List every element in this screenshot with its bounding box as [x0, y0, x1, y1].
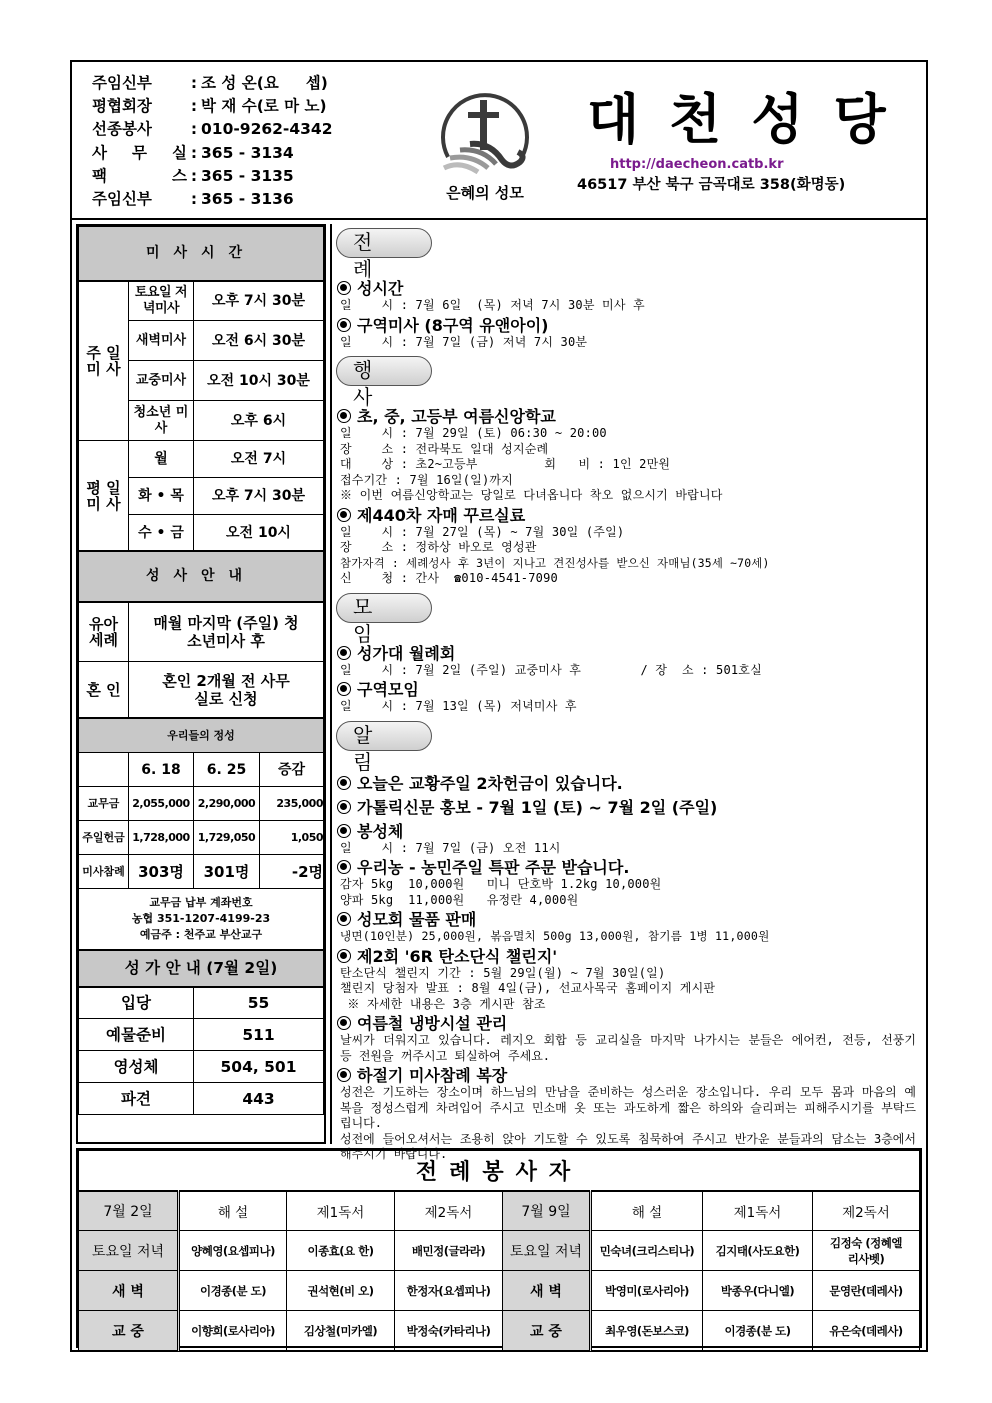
servers-title: 전례봉사자: [79, 1151, 920, 1191]
item-line: 대 상 : 초2~고등부 회 비 : 1인 2만원: [340, 457, 671, 471]
radio-bullet-icon: [337, 1068, 351, 1082]
radio-bullet-icon: [337, 860, 351, 874]
offerings-heading: 우리들의 정성: [79, 719, 324, 753]
hymn-number: 443: [194, 1083, 324, 1115]
mass-name: 화 • 목: [129, 478, 194, 515]
offering-diff: -2명: [260, 855, 324, 889]
mass-name: 수 • 금: [129, 515, 194, 551]
hymns-table: [78, 950, 324, 1115]
info-value: 010-9262-4342: [201, 120, 333, 139]
radio-bullet-icon: [337, 912, 351, 926]
mass-name: 교중미사: [129, 361, 194, 401]
mass-time: 오전 10시: [194, 515, 324, 551]
section-heading-events: 행사: [336, 356, 432, 386]
item-title: 제2회 '6R 탄소단식 챌린지': [337, 948, 926, 966]
mass-label: 교 중: [79, 1311, 179, 1351]
role-header: 제2독서: [813, 1191, 920, 1231]
liturgy-servers-panel: [76, 1148, 922, 1348]
info-label: 주임신부: [92, 74, 152, 92]
item-title: 성모회 물품 판매: [337, 911, 926, 929]
mass-times-table: [78, 226, 324, 551]
table-row: [79, 1271, 920, 1311]
item-title: 성시간: [337, 280, 926, 298]
server-name: 박영미(로사리아): [591, 1271, 703, 1311]
account-line: 예금주 : 천주교 부산교구: [139, 928, 263, 941]
item-title: 하절기 미사참례 복장: [337, 1067, 926, 1085]
item-line: ※ 자세한 내용은 3층 게시판 참조: [340, 996, 546, 1011]
item-title: 오늘은 교황주일 2차헌금이 있습니다.: [337, 775, 926, 793]
hymn-part: 입당: [79, 987, 194, 1019]
offering-label: 교무금: [79, 787, 129, 821]
parish-title: 대천성당: [587, 88, 916, 151]
mass-label: 새 벽: [79, 1271, 179, 1311]
server-name: 김지태(사도요한): [703, 1231, 813, 1271]
hymn-number: 504, 501: [194, 1051, 324, 1083]
offering-value: 1,728,000: [129, 821, 194, 855]
server-name: 배민정(글라라): [395, 1231, 503, 1271]
parish-logo: [430, 82, 540, 207]
server-name: 한정자(요셉피나): [395, 1271, 503, 1311]
mass-times-heading: 미사시간: [79, 227, 324, 281]
mass-label: 교 중: [503, 1311, 591, 1351]
mass-label: 토요일 저녁: [503, 1231, 591, 1271]
table-row: [79, 787, 324, 821]
table-row: [79, 987, 324, 1019]
item-line: 일 시 : 7월 29일 (토) 06:30 ~ 20:00: [340, 426, 607, 440]
radio-bullet-icon: [337, 682, 351, 696]
server-name: 문영란(데레사): [813, 1271, 920, 1311]
hymn-number: 511: [194, 1019, 324, 1051]
table-row: [79, 1231, 920, 1271]
item-title: 제440차 자매 꾸르실료: [337, 507, 926, 525]
offering-value: 1,729,050: [194, 821, 260, 855]
item-line: 접수기간 : 7월 16일(일)까지: [340, 472, 513, 487]
cross-wave-logo-icon: [430, 82, 540, 182]
parish-url-link[interactable]: http://daecheon.catb.kr: [610, 157, 784, 172]
info-row: 사 무 실 : 365 - 3134: [92, 142, 333, 165]
bulletin-page: [70, 60, 928, 1352]
offerings-col-header: 6. 25: [194, 753, 260, 787]
info-row: 평협회장 : 박 재 수(로 마 노): [92, 95, 333, 118]
mass-time: 오후 7시 30분: [194, 478, 324, 515]
server-name: 김상철(미카엘): [287, 1311, 395, 1351]
radio-bullet-icon: [337, 508, 351, 522]
item-line: 냉면(10인분) 25,000원, 볶음멸치 500g 13,000원, 참기름 1병 11,000원: [340, 929, 770, 943]
item-line: 참가자격 : 세례성사 후 3년이 지나고 견진성사를 받으신 자매님(35세 ~70세): [340, 555, 770, 570]
info-value: 박 재 수(로 마 노): [201, 97, 327, 116]
item-line: 양파 5kg 11,000원 유정란 4,000원: [340, 892, 579, 907]
account-info: [79, 889, 324, 950]
offerings-table: [78, 718, 324, 950]
radio-bullet-icon: [337, 409, 351, 423]
item-line: ※ 이번 여름신앙학교는 당일로 다녀옵니다 착오 없으시기 바랍니다: [340, 488, 723, 502]
server-name: 이향희(로사리아): [179, 1311, 287, 1351]
hymn-part: 파견: [79, 1083, 194, 1115]
weekday-mass-label: 평 일 미 사: [79, 441, 129, 551]
item-title: 여름철 냉방시설 관리: [337, 1015, 926, 1033]
hymn-part: 영성체: [79, 1051, 194, 1083]
item-line: 탄소단식 챌린지 기간 : 5월 29일(월) ~ 7월 30일(일): [340, 965, 666, 980]
table-row: [79, 855, 324, 889]
mass-name: 월: [129, 441, 194, 478]
server-name: 이종효(요 한): [287, 1231, 395, 1271]
table-row: [79, 1083, 324, 1115]
info-label: 팩 스: [92, 166, 187, 185]
server-name: 유은숙(데레사): [813, 1311, 920, 1351]
item-line: 일 시 : 7월 7일 (금) 저녁 7시 30분: [340, 334, 588, 349]
item-line: 신 청 : 간사 ☎010-4541-7090: [340, 571, 558, 585]
table-row: [79, 1051, 324, 1083]
info-value: 365 - 3134: [201, 143, 294, 162]
server-name: 양혜영(요셉피나): [179, 1231, 287, 1271]
sacrament-name: 유아 세례: [79, 602, 129, 662]
server-name: 박종우(다니엘): [703, 1271, 813, 1311]
item-line: 일 시 : 7월 2일 (주일) 교중미사 후 / 장 소 : 501호실: [340, 662, 762, 677]
bulletin-header: [72, 62, 926, 220]
mass-name: 청소년 미사: [129, 401, 194, 441]
server-name: 김정숙 (정혜엘리사벳): [813, 1231, 920, 1271]
item-title: 성가대 월례회: [337, 645, 926, 663]
radio-bullet-icon: [337, 800, 351, 814]
radio-bullet-icon: [337, 776, 351, 790]
server-name: 최우영(돈보스코): [591, 1311, 703, 1351]
logo-caption: 은혜의 성모: [446, 184, 524, 202]
table-row: [79, 1019, 324, 1051]
account-line: 농협 351-1207-4199-23: [131, 912, 271, 925]
info-row: 주임신부 : 365 - 3136: [92, 188, 333, 211]
section-heading-notices: 알림: [336, 721, 432, 751]
offerings-col-header: 6. 18: [129, 753, 194, 787]
sacrament-name: 혼 인: [79, 662, 129, 718]
radio-bullet-icon: [337, 824, 351, 838]
offering-value: 303명: [129, 855, 194, 889]
info-label: 선종봉사: [92, 120, 152, 139]
radio-bullet-icon: [337, 1016, 351, 1030]
offering-label: 미사참례: [79, 855, 129, 889]
mass-time: 오전 6시 30분: [194, 321, 324, 361]
liturgy-servers-table: [78, 1150, 920, 1351]
mass-time: 오전 10시 30분: [194, 361, 324, 401]
offering-diff: 1,050: [260, 821, 324, 855]
item-paragraph: 날씨가 더워지고 있습니다. 레지오 회합 등 교리실을 마지막 나가시는 분들은 에어컨, 전등, 선풍기 등 전원을 꺼주시고 퇴실하여 주세요.: [340, 1033, 916, 1063]
offering-diff: 235,000: [260, 787, 324, 821]
item-title: 우리농 - 농민주일 특판 주문 받습니다.: [337, 859, 926, 877]
week-date: 7월 2일: [79, 1191, 179, 1231]
info-row: 주임신부 : 조 성 온(요 셉): [92, 72, 333, 95]
info-label: 사 무 실: [92, 143, 187, 162]
item-paragraph: 성전은 기도하는 장소이며 하느님의 만남을 준비하는 성스러운 장소입니다. 우리 모두 몸과 마음의 예복을 정성스럽게 차려입어 주시고 민소매 옷 또는 과도하게 짧은 하의와 슬리퍼는 피해주시기를 부탁드립니다.: [340, 1085, 916, 1130]
offerings-col-header: 증감: [260, 753, 324, 787]
server-name: 민숙녀(크리스티나): [591, 1231, 703, 1271]
server-name: 권석현(비 오): [287, 1271, 395, 1311]
offering-label: 주일헌금: [79, 821, 129, 855]
role-header: 해 설: [179, 1191, 287, 1231]
item-line: 감자 5kg 10,000원 미니 단호박 1.2kg 10,000원: [340, 877, 662, 891]
server-name: 박정숙(카타리나): [395, 1311, 503, 1351]
item-line: 챌린지 당첨자 발표 : 8월 4일(금), 선교사목국 홈페이지 게시판: [340, 981, 716, 995]
sacrament-desc: 매월 마지막 (주일) 청소년미사 후: [129, 602, 324, 662]
role-header: 해 설: [591, 1191, 703, 1231]
left-column: [76, 224, 326, 1144]
radio-bullet-icon: [337, 318, 351, 332]
radio-bullet-icon: [337, 949, 351, 963]
role-header: 제2독서: [395, 1191, 503, 1231]
item-title: 구역미사 (8구역 유앤아이): [337, 317, 926, 335]
server-name: 이경종(분 도): [179, 1271, 287, 1311]
mass-label: 새 벽: [503, 1271, 591, 1311]
table-row: [79, 821, 324, 855]
mass-time: 오후 7시 30분: [194, 281, 324, 321]
item-paragraph: 성전에 들어오셔서는 조용히 앉아 기도할 수 있도록 침묵하여 주시고 반가운 분들과의 담소는 3층에서 해주시기 바랍니다.: [340, 1131, 916, 1161]
info-value: 365 - 3136: [201, 190, 294, 209]
info-value: 365 - 3135: [201, 166, 294, 185]
hymn-number: 55: [194, 987, 324, 1019]
sunday-mass-label: 주 일 미 사: [79, 281, 129, 441]
server-name: 이경종(분 도): [703, 1311, 813, 1351]
info-row: 선종봉사 : 010-9262-4342: [92, 118, 333, 141]
offering-value: 2,290,000: [194, 787, 260, 821]
mass-name: 토요일 저녁미사: [129, 281, 194, 321]
item-line: 일 시 : 7월 27일 (목) ~ 7월 30일 (주일): [340, 524, 625, 539]
section-heading-meetings: 모임: [336, 593, 432, 623]
week-date: 7월 9일: [503, 1191, 591, 1231]
item-title: 봉성체: [337, 823, 926, 841]
hymns-heading: 성 가 안 내 (7월 2일): [79, 951, 324, 987]
parish-address: 46517 부산 북구 금곡대로 358(화명동): [577, 177, 846, 193]
item-title: 가톨릭신문 홍보 - 7월 1일 (토) ~ 7월 2일 (주일): [337, 799, 926, 817]
mass-name: 새벽미사: [129, 321, 194, 361]
item-line: 장 소 : 정하상 바오로 영성관: [340, 540, 537, 554]
contact-info: [92, 72, 333, 211]
sacraments-table: [78, 551, 324, 718]
account-line: 교무금 납부 계좌번호: [149, 896, 253, 909]
info-label: 평협회장: [92, 97, 152, 116]
item-line: 일 시 : 7월 13일 (목) 저녁미사 후: [340, 699, 577, 713]
sacrament-desc: 혼인 2개월 전 사무실로 신청: [129, 662, 324, 718]
hymn-part: 예물준비: [79, 1019, 194, 1051]
mass-label: 토요일 저녁: [79, 1231, 179, 1271]
radio-bullet-icon: [337, 646, 351, 660]
radio-bullet-icon: [337, 281, 351, 295]
item-line: 일 시 : 7월 6일 (목) 저녁 7시 30분 미사 후: [340, 298, 645, 312]
item-title: 구역모임: [337, 681, 926, 699]
offering-value: 301명: [194, 855, 260, 889]
offering-value: 2,055,000: [129, 787, 194, 821]
info-row: 팩 스 : 365 - 3135: [92, 165, 333, 188]
table-row: [79, 1311, 920, 1351]
info-value: 조 성 온(요 셉): [201, 74, 328, 92]
mass-time: 오후 6시: [194, 401, 324, 441]
role-header: 제1독서: [287, 1191, 395, 1231]
section-heading-liturgy: 전례: [336, 228, 432, 258]
right-column: [330, 224, 926, 1161]
item-title: 초, 중, 고등부 여름신앙학교: [337, 408, 926, 426]
item-line: 장 소 : 전라북도 일대 성지순례: [340, 441, 549, 456]
info-label: 주임신부: [92, 190, 152, 209]
sacraments-heading: 성사안내: [79, 552, 324, 602]
item-line: 일 시 : 7월 7일 (금) 오전 11시: [340, 840, 561, 855]
offerings-col-header: [79, 753, 129, 787]
mass-time: 오전 7시: [194, 441, 324, 478]
role-header: 제1독서: [703, 1191, 813, 1231]
